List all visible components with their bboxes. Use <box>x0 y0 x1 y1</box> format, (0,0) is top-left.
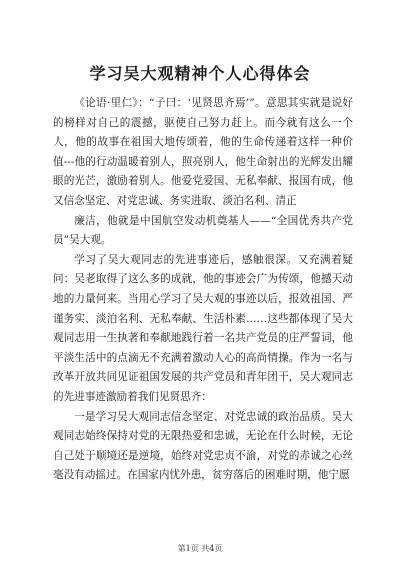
paragraph: 一是学习吴大观同志信念坚定、对党忠诚的政治品质。吴大观同志始终保持对党的无限热爱和忠诚，无论在什么时候，无论自己处于顺境还是逆境，始终对党忠贞不渝，对党的赤诚之心丝毫没有动摇过。在国家内忧外患，贫穷落后的困难时期，他宁愿 <box>53 410 353 482</box>
document-body <box>53 94 353 486</box>
paragraph: 《论语·里仁》：“子曰：‘见贤思齐焉’”。意思其实就是说好的榜样对自己的震撼，驱使自己努力赶上。而今就有这么一个人，他的故事在祖国大地传颂着，他的生命传递着这样一种价值---他的行动温暖着别人，照亮别人，他生命射出的光辉发出耀眼的光芒，激励着别人。他爱党爱国、无私奉献、报国有成，他又信念坚定、对党忠诚、务实进取、淡泊名利、清正 <box>53 97 353 207</box>
document-title: 学习吴大观精神个人心得体会 <box>89 64 311 83</box>
paragraph: 廉洁，他就是中国航空发动机奠基人——“全国优秀共产党员”吴大观。 <box>53 214 353 247</box>
page-number: 第1页 共4页 <box>177 544 223 553</box>
paragraph: 学习了吴大观同志的先进事迹后，感触很深。又充满着疑问：吴老取得了这么多的成就，他的事迹会广为传颂，他撼天动地的力量何来。当用心学习了吴大观的事迹以后，报效祖国、严谨务实、淡泊名利、无私奉献、生活朴素……这些都体现了吴大观同志用一生执著和奉献地践行着一名共产党员的庄严誓词，他平淡生活中的点滴无不充满着激动人心的高尚情操。作为一名与改革开放共同见证祖国发展的共产党员和青年团干，吴大观同志的先进事迹激励着我们见贤思齐： <box>53 253 353 403</box>
